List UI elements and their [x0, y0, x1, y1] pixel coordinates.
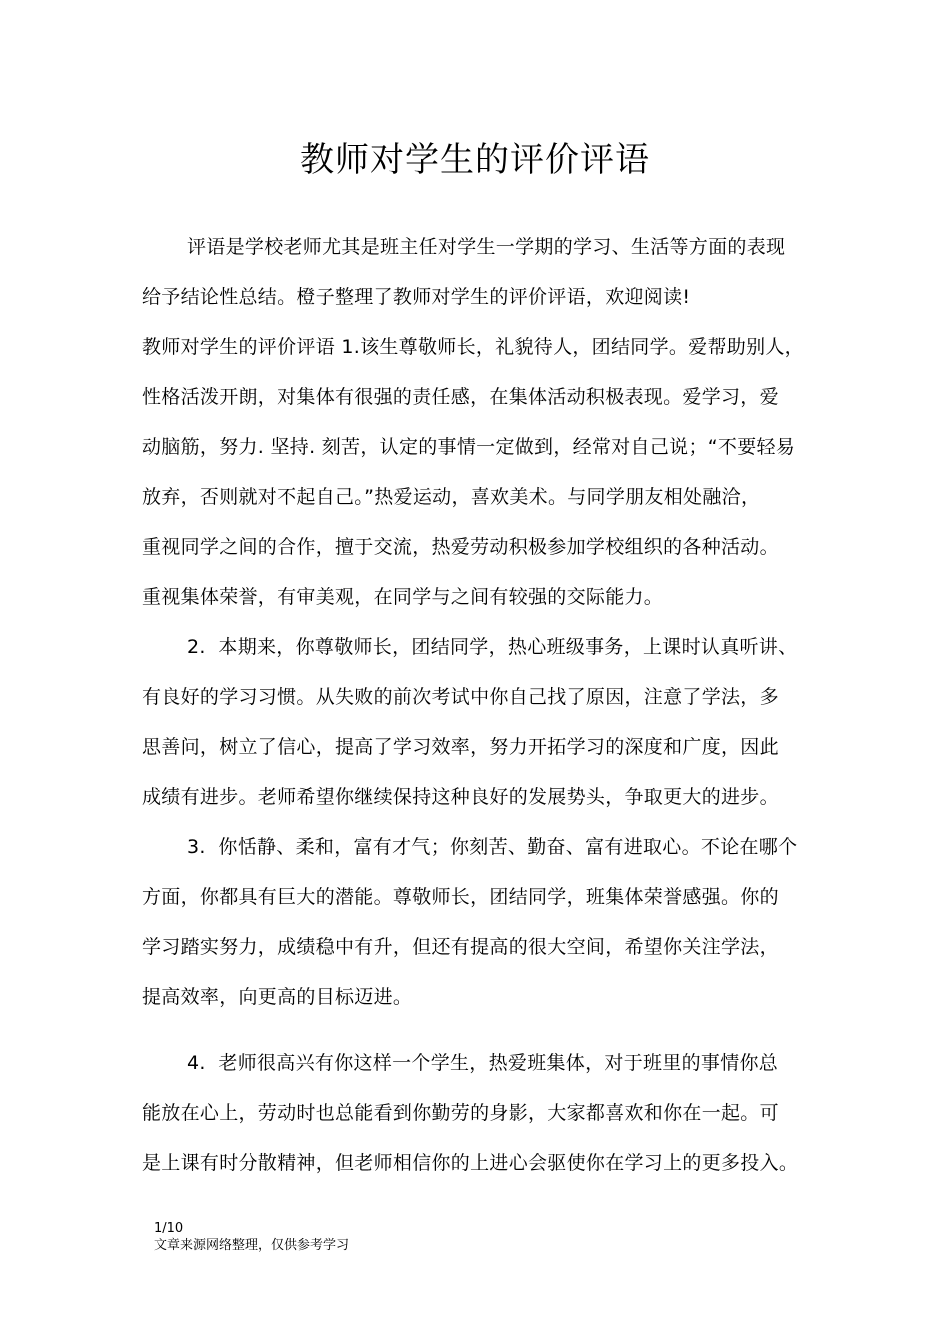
footer-note: 文章来源网络整理，仅供参考学习 [154, 1238, 350, 1253]
body-line: 2. 本期来，你尊敬师长，团结同学，热心班级事务，上课时认真听讲、 [187, 636, 798, 658]
body-line: 性格活泼开朗，对集体有很强的责任感，在集体活动积极表现。爱学习，爱 [142, 386, 779, 408]
body-line: 是上课有时分散精神，但老师相信你的上进心会驱使你在学习上的更多投入。 [142, 1152, 799, 1174]
body-line: 学习踏实努力，成绩稳中有升，但还有提高的很大空间，希望你关注学法， [142, 936, 779, 958]
body-line: 有良好的学习习惯。从失败的前次考试中你自己找了原因，注意了学法，多 [142, 686, 779, 708]
body-line: 动脑筋，努力. 坚持. 刻苦，认定的事情一定做到，经常对自己说；“不要轻易 [142, 436, 796, 458]
page-title: 教师对学生的评价评语 [300, 140, 650, 180]
body-line: 能放在心上，劳动时也总能看到你勤劳的身影，大家都喜欢和你在一起。可 [142, 1102, 779, 1124]
body-line: 教师对学生的评价评语 1.该生尊敬师长，礼貌待人，团结同学。爱帮助别人， [142, 336, 804, 358]
body-line: 重视同学之间的合作，擅于交流，热爱劳动积极参加学校组织的各种活动。 [142, 536, 779, 558]
body-line: 方面，你都具有巨大的潜能。尊敬师长，团结同学，班集体荣誉感强。你的 [142, 886, 779, 908]
body-line: 3. 你恬静、柔和，富有才气；你刻苦、勤奋、富有进取心。不论在哪个 [187, 836, 798, 858]
page-number: 1/10 [154, 1221, 184, 1236]
body-line: 4. 老师很高兴有你这样一个学生，热爱班集体，对于班里的事情你总 [187, 1052, 779, 1074]
body-line: 评语是学校老师尤其是班主任对学生一学期的学习、生活等方面的表现 [187, 236, 786, 258]
body-line: 提高效率，向更高的目标迈进。 [142, 986, 413, 1008]
body-line: 放弃，否则就对不起自己。”热爱运动，喜欢美术。与同学朋友相处融洽， [142, 486, 761, 508]
body-line: 给予结论性总结。橙子整理了教师对学生的评价评语，欢迎阅读! [142, 286, 691, 308]
body-line: 重视集体荣誉，有审美观，在同学与之间有较强的交际能力。 [142, 586, 664, 608]
body-line: 成绩有进步。老师希望你继续保持这种良好的发展势头，争取更大的进步。 [142, 786, 779, 808]
body-line: 思善问，树立了信心，提高了学习效率，努力开拓学习的深度和广度，因此 [142, 736, 779, 758]
